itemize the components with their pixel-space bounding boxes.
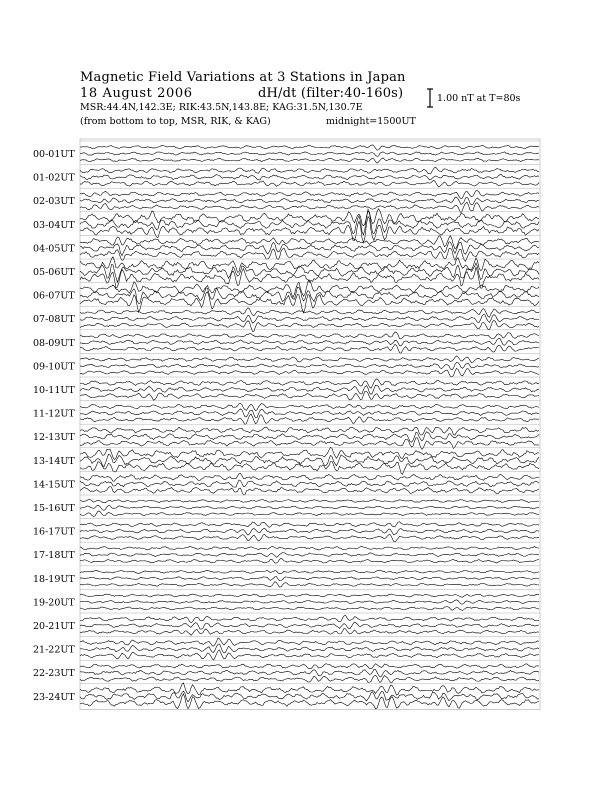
hour-label: 02-03UT bbox=[33, 196, 75, 208]
station-trace-msr bbox=[80, 356, 539, 363]
station-trace-rik bbox=[80, 644, 539, 653]
station-trace-kag bbox=[80, 180, 539, 187]
hour-label: 10-11UT bbox=[33, 385, 75, 396]
station-trace-rik bbox=[80, 691, 539, 702]
station-trace-msr bbox=[80, 683, 539, 695]
station-order-note: (from bottom to top, MSR, RIK, & KAG) bbox=[80, 116, 271, 127]
station-trace-kag bbox=[80, 650, 539, 661]
station-trace-kag bbox=[80, 267, 539, 288]
hour-label: 07-08UT bbox=[33, 314, 75, 326]
station-coordinates: MSR:44.4N,142.3E; RIK:43.5N,143.8E; KAG:31.5N,130.7E bbox=[80, 102, 363, 113]
hour-label: 05-06UT bbox=[33, 267, 75, 278]
station-trace-msr bbox=[80, 664, 539, 669]
station-trace-rik bbox=[80, 528, 539, 535]
station-trace-rik bbox=[80, 242, 539, 256]
station-trace-rik bbox=[80, 197, 539, 205]
hour-label: 22-23UT bbox=[33, 668, 75, 680]
station-trace-msr bbox=[80, 209, 539, 226]
station-trace-msr bbox=[80, 167, 539, 174]
midnight-note: midnight=1500UT bbox=[326, 116, 416, 127]
station-trace-kag bbox=[80, 344, 539, 353]
station-trace-kag bbox=[80, 582, 539, 587]
scale-label: 1.00 nT at T=80s bbox=[437, 93, 521, 104]
station-trace-kag bbox=[80, 628, 539, 635]
station-trace-msr bbox=[80, 427, 539, 435]
station-trace-rik bbox=[80, 505, 539, 510]
station-trace-kag bbox=[80, 248, 539, 261]
hour-label: 21-22UT bbox=[33, 644, 75, 656]
station-trace-rik bbox=[80, 480, 539, 487]
station-trace-msr bbox=[80, 379, 539, 389]
hour-label: 00-01UT bbox=[33, 149, 75, 160]
station-trace-msr bbox=[80, 447, 539, 459]
station-trace-rik bbox=[80, 669, 539, 677]
station-trace-kag bbox=[80, 511, 539, 516]
station-trace-kag bbox=[80, 694, 539, 709]
station-trace-rik bbox=[80, 385, 539, 394]
hour-label: 20-21UT bbox=[33, 621, 75, 632]
station-trace-kag bbox=[80, 462, 539, 475]
station-trace-kag bbox=[80, 487, 539, 495]
hour-label: 03-04UT bbox=[33, 219, 75, 231]
hour-label: 13-14UT bbox=[33, 455, 75, 467]
station-trace-msr bbox=[80, 404, 539, 411]
station-trace-msr bbox=[80, 499, 539, 503]
station-trace-kag bbox=[80, 607, 539, 611]
station-trace-rik bbox=[80, 432, 539, 443]
hour-label: 11-12UT bbox=[33, 408, 75, 420]
station-trace-rik bbox=[80, 409, 539, 418]
chart-title: Magnetic Field Variations at 3 Stations in Japan bbox=[80, 70, 406, 85]
chart-date: 18 August 2006 bbox=[80, 86, 193, 101]
station-trace-rik bbox=[80, 314, 539, 323]
station-trace-rik bbox=[80, 600, 539, 604]
station-trace-kag bbox=[80, 675, 539, 682]
hour-label: 12-13UT bbox=[33, 432, 75, 444]
hour-label: 14-15UT bbox=[33, 479, 75, 491]
station-trace-kag bbox=[80, 414, 539, 425]
station-trace-kag bbox=[80, 558, 539, 563]
hour-label: 06-07UT bbox=[33, 290, 75, 302]
hour-label: 08-09UT bbox=[33, 337, 75, 349]
station-trace-msr bbox=[80, 522, 539, 528]
station-trace-msr bbox=[80, 638, 539, 646]
hour-label: 23-24UT bbox=[33, 691, 75, 703]
station-trace-msr bbox=[80, 236, 539, 249]
hour-label: 09-10UT bbox=[33, 361, 75, 373]
hour-label: 15-16UT bbox=[33, 503, 75, 514]
station-trace-msr bbox=[80, 308, 539, 318]
station-trace-rik bbox=[80, 553, 539, 558]
station-trace-msr bbox=[80, 570, 539, 573]
hour-label: 04-05UT bbox=[33, 243, 75, 255]
station-trace-msr bbox=[80, 546, 539, 550]
hour-label: 17-18UT bbox=[33, 550, 75, 562]
station-trace-rik bbox=[80, 362, 539, 369]
station-trace-rik bbox=[80, 622, 539, 629]
station-trace-msr bbox=[80, 473, 539, 481]
hour-label: 01-02UT bbox=[33, 172, 75, 184]
station-trace-kag bbox=[80, 391, 539, 400]
hour-label: 19-20UT bbox=[33, 597, 75, 609]
filter-label: dH/dt (filter:40-160s) bbox=[258, 86, 404, 101]
station-trace-rik bbox=[80, 152, 539, 156]
station-trace-kag bbox=[80, 158, 539, 163]
station-trace-rik bbox=[80, 175, 539, 180]
station-trace-rik bbox=[80, 339, 539, 346]
hour-label: 16-17UT bbox=[33, 526, 75, 538]
station-trace-msr bbox=[80, 615, 539, 622]
station-trace-kag bbox=[80, 368, 539, 376]
hour-label: 18-19UT bbox=[33, 573, 75, 585]
station-trace-kag bbox=[80, 534, 539, 542]
station-trace-msr bbox=[80, 191, 539, 199]
station-trace-kag bbox=[80, 292, 539, 313]
station-trace-msr bbox=[80, 594, 539, 597]
station-trace-msr bbox=[80, 145, 539, 150]
station-trace-msr bbox=[80, 332, 539, 339]
station-trace-rik bbox=[80, 577, 539, 581]
